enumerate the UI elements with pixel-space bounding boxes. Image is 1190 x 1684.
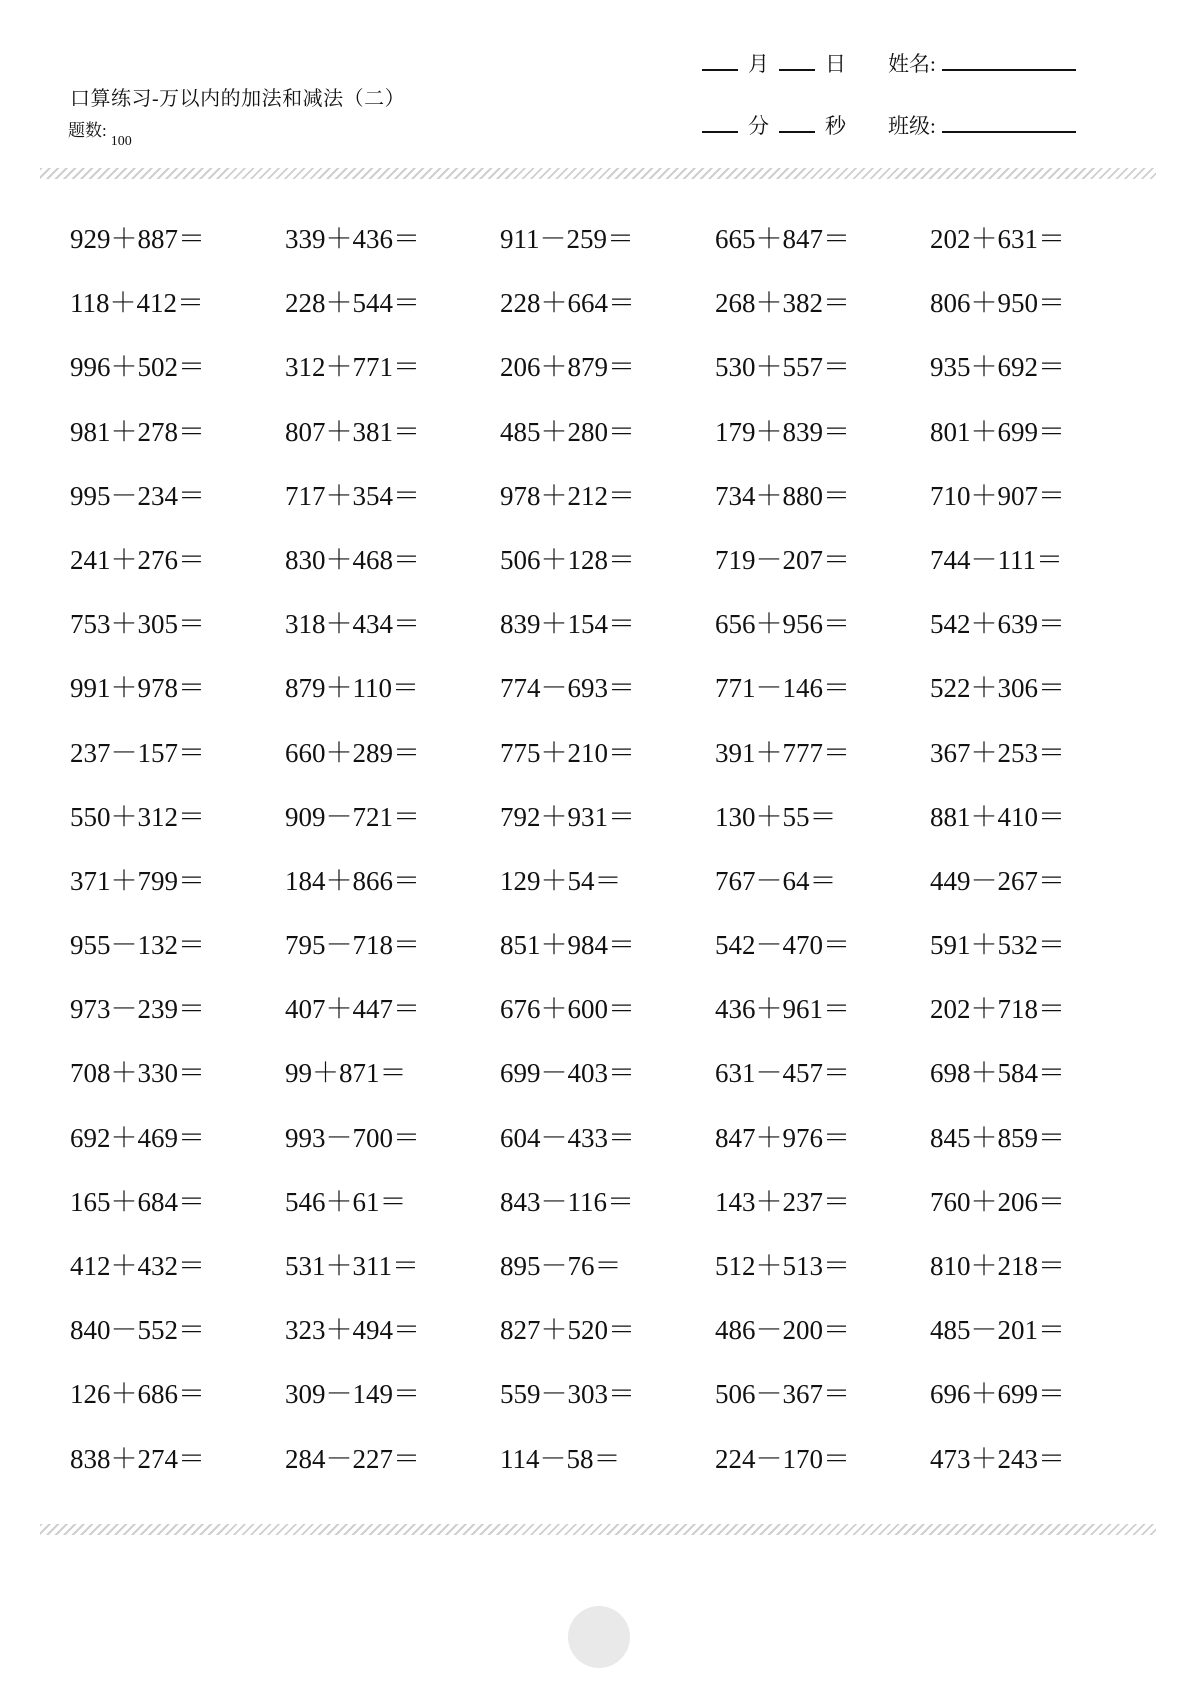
problem-item: 506＋128＝ [500,544,635,575]
problem-item: 143＋237＝ [715,1186,850,1217]
problem-item: 775＋210＝ [500,737,635,768]
page-dot [568,1606,630,1668]
problem-item: 839＋154＝ [500,609,635,640]
problem-item: 284－227＝ [285,1443,420,1474]
problem-item: 129＋54＝ [500,865,622,896]
problem-item: 795－718＝ [285,930,420,961]
problem-item: 851＋984＝ [500,930,635,961]
problem-item: 879＋110＝ [285,673,419,704]
problem-item: 99＋871＝ [285,1058,407,1089]
problem-item: 631－457＝ [715,1058,850,1089]
problem-item: 909－721＝ [285,801,420,832]
problem-item: 830＋468＝ [285,544,420,575]
problem-item: 202＋631＝ [930,224,1065,254]
problem-item: 237－157＝ [70,737,205,768]
problem-item: 165＋684＝ [70,1186,205,1217]
problem-item: 810＋218＝ [930,1251,1065,1281]
problem-item: 895－76＝ [500,1251,622,1281]
problem-item: 827＋520＝ [500,1315,635,1346]
problem-item: 840－552＝ [70,1315,205,1346]
problem-item: 486－200＝ [715,1315,850,1346]
problem-item: 228＋664＝ [500,288,635,319]
second-label: 秒 [825,114,846,138]
top-hatched-divider [40,168,1156,179]
class-label: 班级: [888,114,936,138]
problem-item: 591＋532＝ [930,930,1065,961]
problem-item: 546＋61＝ [285,1186,407,1217]
problem-item: 485－201＝ [930,1315,1065,1346]
day-blank[interactable] [779,68,815,71]
minute-blank[interactable] [702,130,738,133]
month-label: 月 [748,52,769,76]
problem-item: 692＋469＝ [70,1122,205,1153]
problem-item: 753＋305＝ [70,609,205,640]
problem-item: 184＋866＝ [285,865,420,896]
problem-item: 268＋382＝ [715,288,850,319]
name-field [888,48,1076,78]
problem-item: 717＋354＝ [285,480,420,511]
problem-item: 114－58＝ [500,1443,621,1474]
problem-item: 339＋436＝ [285,224,420,254]
name-label: 姓名: [888,52,936,76]
problem-item: 323＋494＝ [285,1315,420,1346]
problem-item: 367＋253＝ [930,737,1065,768]
problem-item: 309－149＝ [285,1379,420,1410]
problem-item: 512＋513＝ [715,1251,850,1281]
problem-item: 371＋799＝ [70,865,205,896]
problem-item: 978＋212＝ [500,480,635,511]
problem-item: 206＋879＝ [500,352,635,383]
problem-item: 734＋880＝ [715,480,850,511]
problem-item: 665＋847＝ [715,224,850,254]
problem-item: 995－234＝ [70,480,205,511]
class-blank[interactable] [942,130,1076,133]
problem-item: 312＋771＝ [285,352,420,383]
problem-item: 130＋55＝ [715,801,837,832]
problem-item: 530＋557＝ [715,352,850,383]
problem-item: 708＋330＝ [70,1058,205,1089]
problem-item: 973－239＝ [70,994,205,1025]
problem-item: 911－259＝ [500,224,634,254]
problem-item: 847＋976＝ [715,1122,850,1153]
problem-item: 760＋206＝ [930,1186,1065,1217]
problem-item: 955－132＝ [70,930,205,961]
time-fields [702,110,856,140]
problem-item: 807＋381＝ [285,416,420,447]
problem-item: 224－170＝ [715,1443,850,1474]
problem-count [68,116,132,149]
problem-item: 881＋410＝ [930,801,1065,832]
problem-item: 559－303＝ [500,1379,635,1410]
problem-item: 485＋280＝ [500,416,635,447]
problem-item: 449－267＝ [930,865,1065,896]
problem-grid [70,226,1145,1510]
problem-item: 656＋956＝ [715,609,850,640]
worksheet-title: 口算练习-万以内的加法和减法（二） [70,88,406,110]
problem-item: 604－433＝ [500,1122,635,1153]
problem-item: 771－146＝ [715,673,850,704]
problem-item: 407＋447＝ [285,994,420,1025]
day-label: 日 [825,52,846,76]
minute-label: 分 [748,114,769,138]
problem-item: 719－207＝ [715,544,850,575]
class-field [888,110,1076,140]
bottom-hatched-divider [40,1524,1156,1535]
problem-item: 436＋961＝ [715,994,850,1025]
problem-item: 845＋859＝ [930,1122,1065,1153]
problem-count-label: 题数: [68,121,107,140]
problem-item: 522＋306＝ [930,673,1065,704]
problem-item: 542－470＝ [715,930,850,961]
problem-item: 318＋434＝ [285,609,420,640]
problem-item: 993－700＝ [285,1122,420,1153]
problem-item: 843－116＝ [500,1186,634,1217]
problem-item: 118＋412＝ [70,288,204,319]
problem-item: 744－111＝ [930,544,1063,575]
problem-item: 801＋699＝ [930,416,1065,447]
problem-item: 698＋584＝ [930,1058,1065,1089]
problem-item: 767－64＝ [715,865,837,896]
second-blank[interactable] [779,130,815,133]
problem-item: 531＋311＝ [285,1251,419,1281]
problem-item: 391＋777＝ [715,737,850,768]
problem-item: 935＋692＝ [930,352,1065,383]
problem-item: 506－367＝ [715,1379,850,1410]
problem-item: 774－693＝ [500,673,635,704]
problem-item: 202＋718＝ [930,994,1065,1025]
problem-item: 838＋274＝ [70,1443,205,1474]
problem-item: 542＋639＝ [930,609,1065,640]
month-blank[interactable] [702,68,738,71]
problem-item: 710＋907＝ [930,480,1065,511]
problem-item: 676＋600＝ [500,994,635,1025]
problem-item: 929＋887＝ [70,224,205,254]
problem-count-value: 100 [110,134,132,149]
problem-item: 126＋686＝ [70,1379,205,1410]
problem-item: 806＋950＝ [930,288,1065,319]
problem-item: 412＋432＝ [70,1251,205,1281]
date-fields [702,48,856,78]
problem-item: 660＋289＝ [285,737,420,768]
problem-item: 473＋243＝ [930,1443,1065,1474]
problem-item: 699－403＝ [500,1058,635,1089]
problem-item: 550＋312＝ [70,801,205,832]
problem-item: 996＋502＝ [70,352,205,383]
problem-item: 228＋544＝ [285,288,420,319]
problem-item: 981＋278＝ [70,416,205,447]
problem-item: 792＋931＝ [500,801,635,832]
name-blank[interactable] [942,68,1076,71]
problem-item: 991＋978＝ [70,673,205,704]
problem-item: 241＋276＝ [70,544,205,575]
problem-item: 179＋839＝ [715,416,850,447]
problem-item: 696＋699＝ [930,1379,1065,1410]
